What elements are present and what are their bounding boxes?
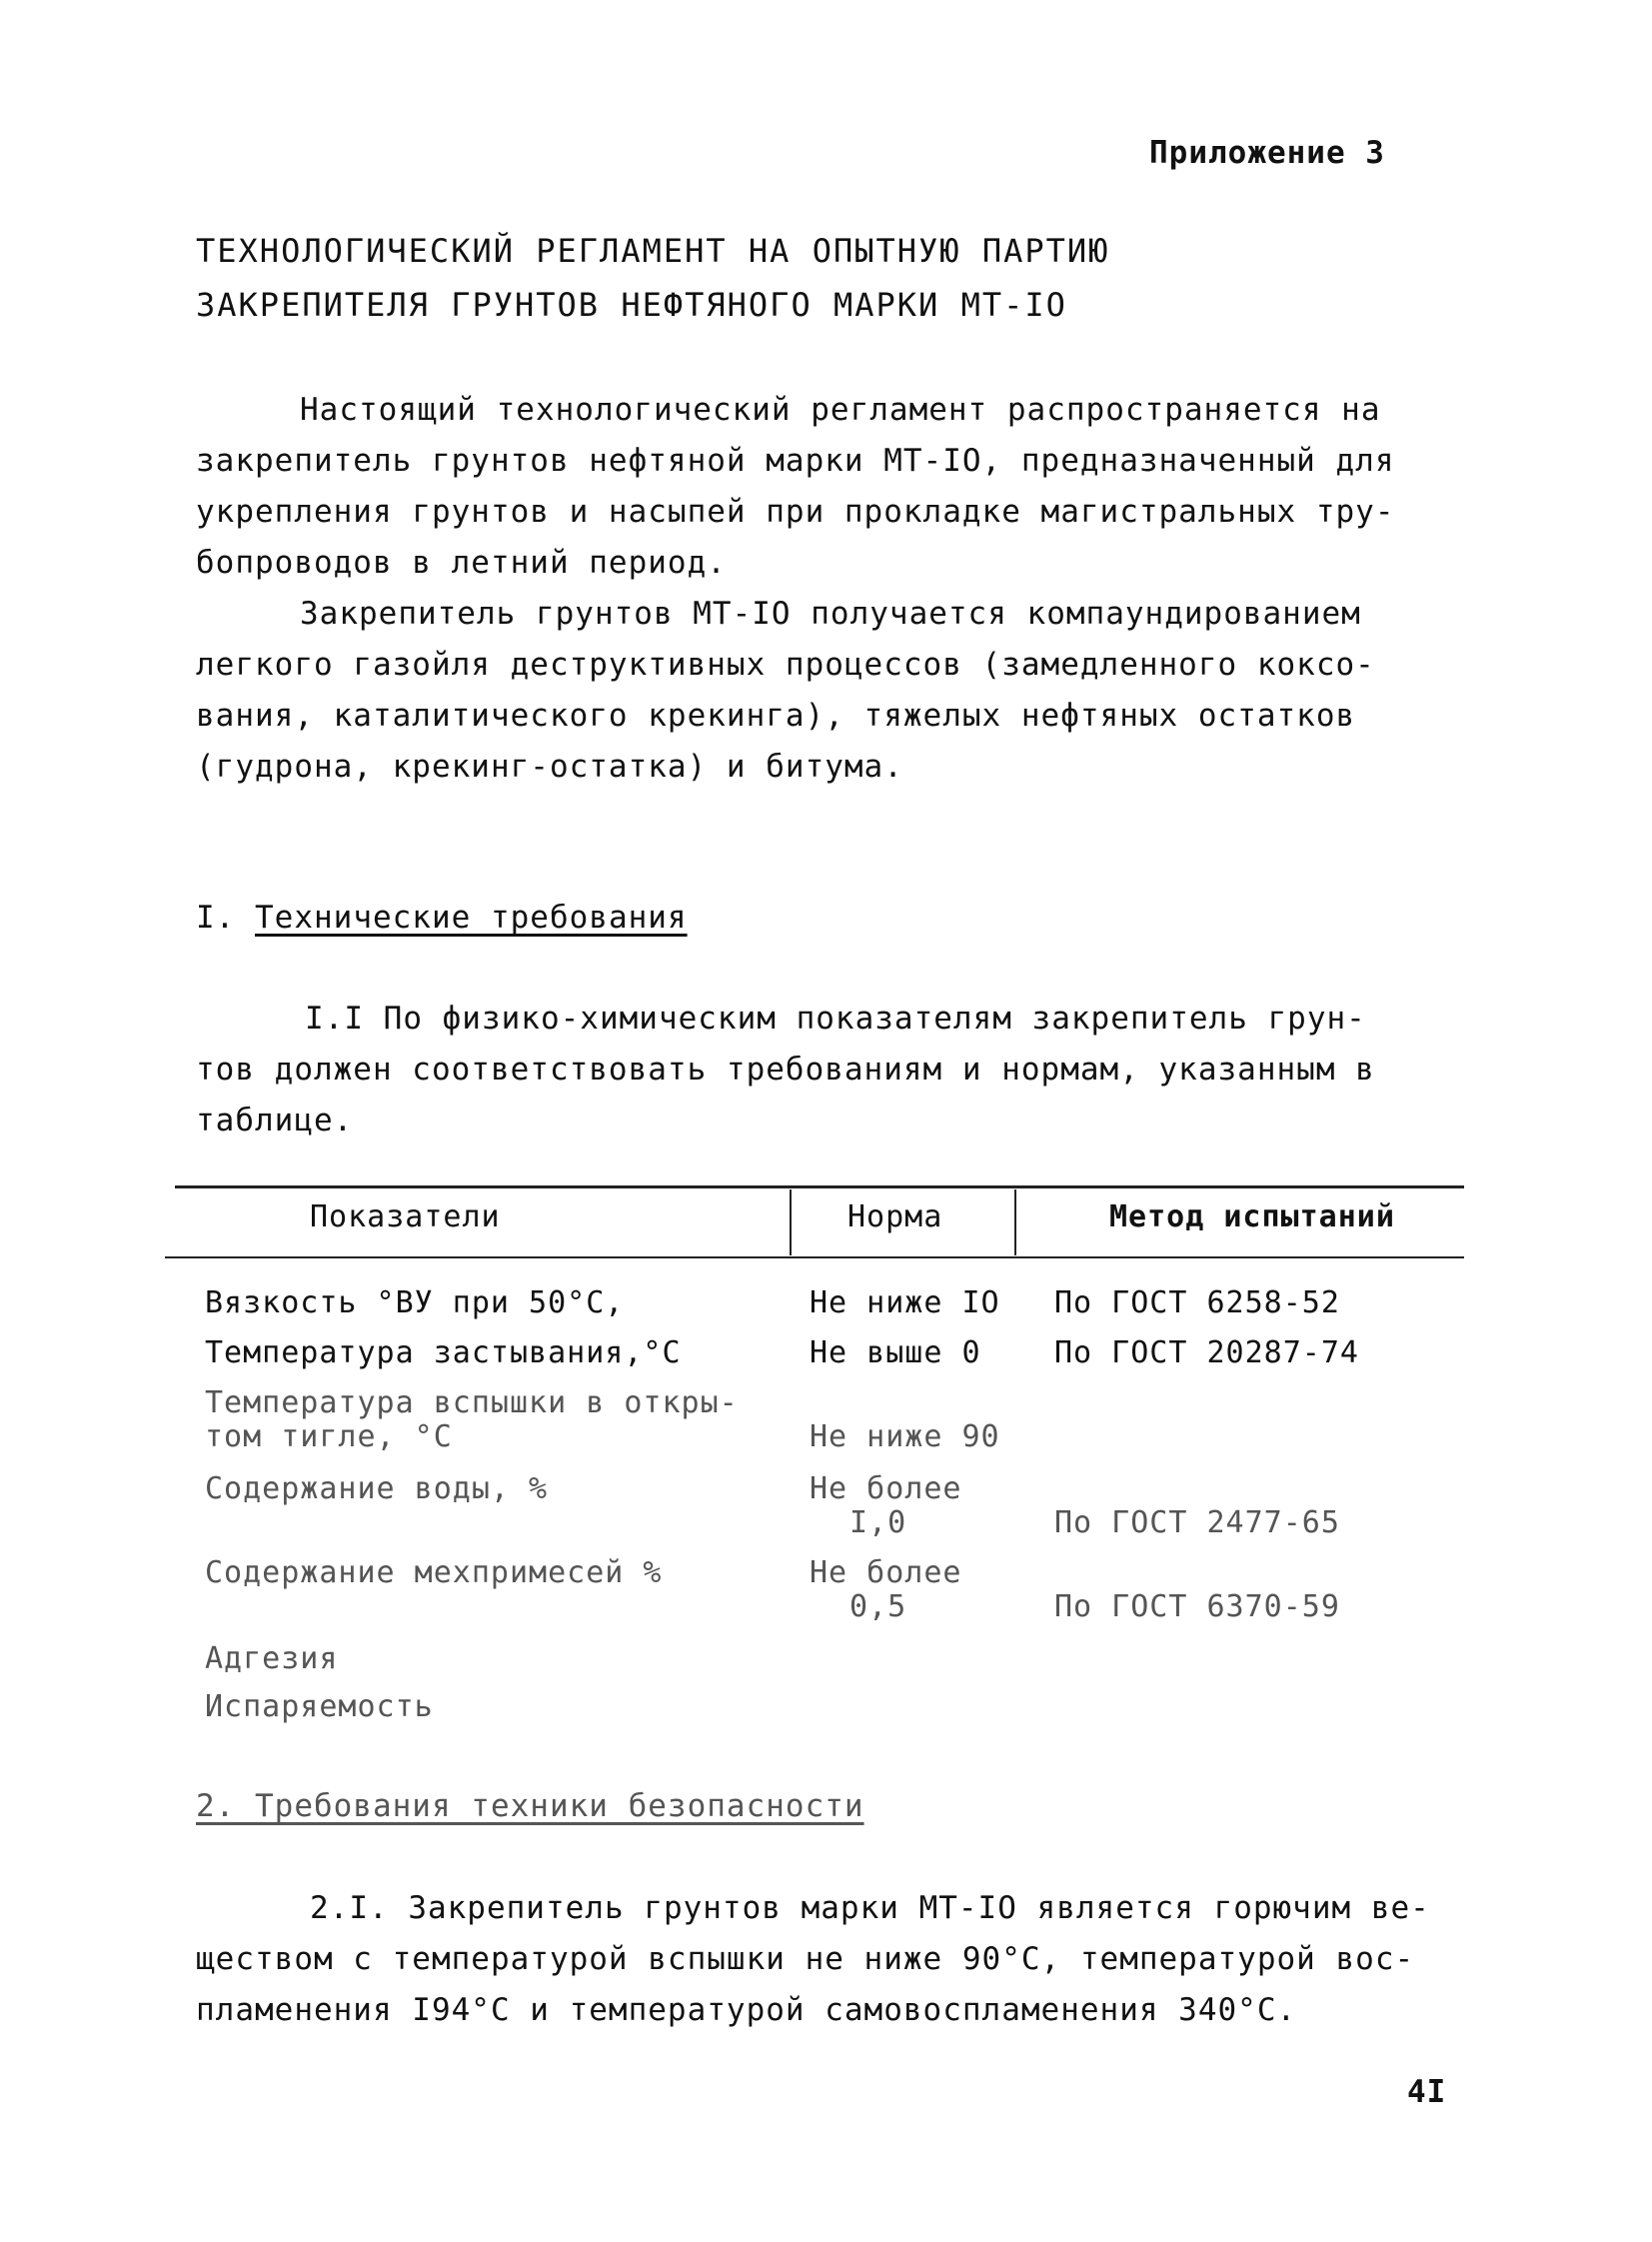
table-cell-norm: Не более [810,1471,962,1506]
table-header-params: Показатели [310,1199,501,1234]
table-cell-param: Содержание мехпримесей % [205,1555,663,1590]
section1-p-line1: I.I По физико-химическим показателям закрепитель грун- [305,1001,1366,1037]
table-cell-param-cont: том тигле, °С [205,1419,453,1454]
table-extra-row: Адгезия [205,1641,339,1676]
table-header-norm: Норма [847,1199,943,1234]
section2-p-line3: пламенения I94°С и температурой самовоспламенения 340°С. [196,1992,1297,2028]
table-cell-param: Содержание воды, % [205,1471,549,1506]
table-cell-norm: Не ниже 90 [810,1419,1000,1454]
section2-p-line1: 2.I. Закрепитель грунтов марки МТ-IO является горючим ве- [310,1890,1430,1926]
table-cell-method: По ГОСТ 20287-74 [1054,1335,1359,1370]
intro-p2-line1: Закрепитель грунтов МТ-IO получается компаундированием [300,596,1361,632]
intro-p1-line3: укрепления грунтов и насыпей при прокладке магистральных тру- [196,494,1395,530]
table-cell-norm: Не выше 0 [810,1335,981,1370]
section2-p-line2: ществом с температурой вспышки не ниже 90°С, температурой вос- [196,1941,1415,1977]
section1-p-line3: таблице. [196,1103,354,1138]
intro-p2-line3: вания, каталитического крекинга), тяжелых нефтяных остатков [196,698,1356,734]
section2-heading: 2. Требования техники безопасности [196,1788,864,1824]
intro-p1-line2: закрепитель грунтов нефтяной марки МТ-IO, предназначенный для [196,443,1395,479]
table-cell-param: Температура застывания,°С [205,1335,682,1370]
table-cell-norm: Не ниже IO [810,1285,1000,1320]
table-cell-norm: Не более [810,1555,962,1590]
table-divider-1 [790,1189,792,1255]
intro-p1-line4: бопроводов в летний период. [196,545,727,581]
table-cell-method: По ГОСТ 6370-59 [1054,1589,1340,1624]
section1-heading [196,893,688,943]
table-cell-norm-cont: I,0 [849,1505,907,1540]
section1-heading-number: I. [196,900,236,936]
table-cell-param: Вязкость °ВУ при 50°С, [205,1285,625,1320]
table-cell-method: По ГОСТ 6258-52 [1054,1285,1340,1320]
section1-p-line2: тов должен соответствовать требованиям и нормам, указанным в [196,1052,1375,1088]
table-divider-2 [1014,1189,1016,1255]
document-title-line2: ЗАКРЕПИТЕЛЯ ГРУНТОВ НЕФТЯНОГО МАРКИ МТ-IO [196,286,1067,324]
intro-p1-line1: Настоящий технологический регламент распространяется на [300,392,1381,428]
table-extra-row: Испаряемость [205,1689,434,1724]
section1-heading-text: Технические требования [255,900,688,936]
page-number: 4I [1407,2074,1447,2110]
table-cell-norm-cont: 0,5 [849,1589,907,1624]
table-top-rule [175,1185,1464,1188]
table-cell-method: По ГОСТ 2477-65 [1054,1505,1340,1540]
table-header-method: Метод испытаний [1109,1199,1395,1234]
document-title-line1: ТЕХНОЛОГИЧЕСКИЙ РЕГЛАМЕНТ НА ОПЫТНУЮ ПАРТИЮ [196,232,1110,270]
table-cell-param: Температура вспышки в откры- [205,1385,739,1420]
intro-p2-line4: (гудрона, крекинг-остатка) и битума. [196,749,903,785]
intro-p2-line2: легкого газойля деструктивных процессов (замедленного коксо- [196,647,1375,683]
table-header-rule [165,1256,1464,1258]
appendix-label: Приложение 3 [1149,135,1385,171]
